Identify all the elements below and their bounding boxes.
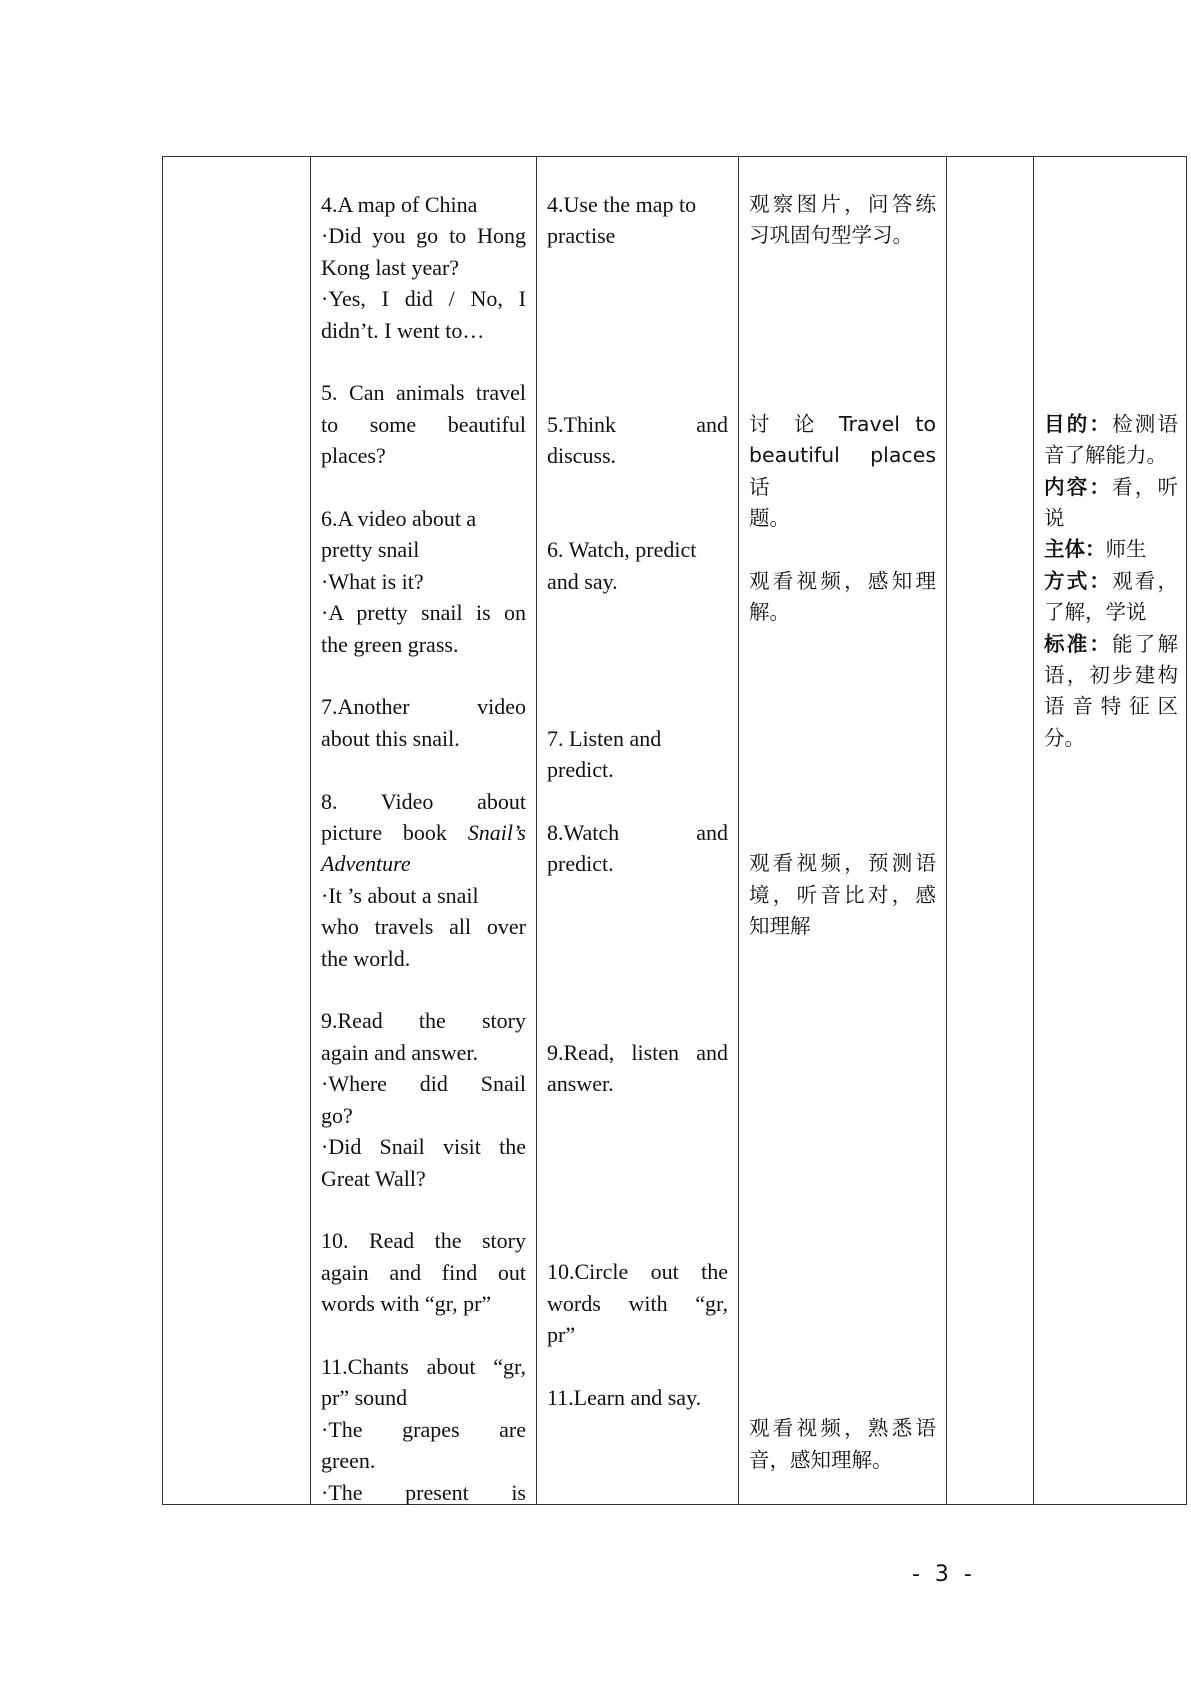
item-4-answer-cont: didn’t. I went to… xyxy=(321,317,485,343)
column-divider xyxy=(738,157,739,1504)
design-intent-column xyxy=(749,189,936,1476)
activity-8-line: 8.Watch and xyxy=(547,819,728,845)
activity-8-line: predict. xyxy=(547,851,614,877)
item-9-line: ·Where did Snail xyxy=(321,1071,526,1097)
activity-10-line: pr” xyxy=(547,1322,576,1348)
intent-8-line: 境，听音比对，感 xyxy=(749,882,936,907)
item-8-line: the world. xyxy=(321,945,411,971)
book-title-cont: Adventure xyxy=(321,851,411,877)
activity-7-line: predict. xyxy=(547,757,614,783)
item-4-answer: ·Yes, I did / No, I xyxy=(321,286,526,312)
intent-6-line: 观看视频，感知理 xyxy=(749,568,936,593)
item-6-line: ·What is it? xyxy=(321,568,424,594)
activity-9-line: answer. xyxy=(547,1071,614,1097)
column-divider xyxy=(536,157,537,1504)
page-number: - 3 - xyxy=(912,1562,976,1587)
item-4-question-cont: Kong last year? xyxy=(321,254,460,280)
assessment-text: 观看， xyxy=(1112,568,1179,593)
item-6-line: pretty snail xyxy=(321,537,420,563)
assessment-purpose xyxy=(1044,409,1178,440)
column-divider xyxy=(1033,157,1034,1504)
item-7-line: 7.Another video xyxy=(321,694,526,720)
intent-4-line: 观察图片，问答练 xyxy=(749,192,936,216)
item-9-line: go? xyxy=(321,1102,353,1128)
assessment-label: 标准： xyxy=(1044,631,1113,656)
book-title: Snail’s xyxy=(467,820,526,846)
assessment-text: 检测语 xyxy=(1112,411,1179,436)
intent-5-line: 讨 论 Travel to xyxy=(749,411,936,436)
item-10-line: again and find out xyxy=(321,1259,526,1285)
item-9-line: Great Wall? xyxy=(321,1165,426,1191)
assessment-purpose-cont: 音了解能力。 xyxy=(1044,443,1167,468)
item-9-line: again and answer. xyxy=(321,1039,478,1065)
item-11-line: ·The grapes are xyxy=(321,1416,526,1442)
item-9-line: ·Did Snail visit the xyxy=(321,1134,526,1160)
item-9-line: 9.Read the story xyxy=(321,1008,526,1034)
item-8-line: who travels all over xyxy=(321,914,526,940)
activity-4-line: 4.Use the map to xyxy=(547,192,697,217)
intent-4-line: 习巩固句型学习。 xyxy=(749,223,913,248)
item-4-question: ·Did you go to Hong xyxy=(321,223,526,249)
activity-5-line: discuss. xyxy=(547,443,617,469)
intent-5-line: 题。 xyxy=(749,505,790,530)
teaching-content-column xyxy=(321,189,526,1508)
activity-10-line: 10.Circle out the xyxy=(547,1259,728,1285)
intent-5-line: beautiful places 话 xyxy=(749,443,936,499)
item-8-line xyxy=(321,848,526,879)
assessment-subject xyxy=(1044,534,1178,565)
activity-10-line: words with “gr, xyxy=(547,1290,728,1316)
intent-11-line: 观看视频，熟悉语 xyxy=(749,1416,936,1441)
item-6-line: 6.A video about a xyxy=(321,506,477,532)
activity-9-line: 9.Read, listen and xyxy=(547,1039,728,1065)
column-divider xyxy=(310,157,311,1504)
assessment-method-cont: 了解，学说 xyxy=(1044,600,1147,625)
item-6-line: the green grass. xyxy=(321,631,459,657)
item-11-line: green. xyxy=(321,1448,376,1474)
assessment-label: 主体： xyxy=(1044,537,1106,562)
item-8-text: picture book xyxy=(321,820,447,846)
assessment-text: 能了解 xyxy=(1112,631,1179,656)
item-10-line: words with “gr, pr” xyxy=(321,1291,492,1317)
activity-11-line: 11.Learn and say. xyxy=(547,1385,702,1411)
student-activity-column xyxy=(547,189,728,1413)
item-8-line: 8. Video about xyxy=(321,788,526,814)
assessment-standard-cont: 语，初步建构 xyxy=(1044,663,1178,688)
assessment-content-cont: 说 xyxy=(1044,506,1065,531)
assessment-standard-cont: 分。 xyxy=(1044,725,1085,750)
intent-8-line: 观看视频，预测语 xyxy=(749,851,936,876)
intent-8-line: 知理解 xyxy=(749,914,811,939)
item-7-line: about this snail. xyxy=(321,725,460,751)
item-10-line: 10. Read the story xyxy=(321,1228,526,1254)
item-6-line: ·A pretty snail is on xyxy=(321,600,526,626)
activity-4-line: practise xyxy=(547,223,616,249)
item-5-line: places? xyxy=(321,443,386,469)
item-11-line: ·The present is xyxy=(321,1479,526,1505)
column-divider xyxy=(946,157,947,1504)
intent-11-line: 音，感知理解。 xyxy=(749,1447,893,1472)
item-11-line: pr” sound xyxy=(321,1385,408,1411)
lesson-plan-table xyxy=(162,156,1187,1505)
assessment-method xyxy=(1044,566,1178,597)
item-11-line: 11.Chants about “gr, xyxy=(321,1353,526,1379)
activity-5-line: 5.Think and xyxy=(547,411,728,437)
assessment-standard xyxy=(1044,629,1178,660)
assessment-label: 内容： xyxy=(1044,474,1113,499)
activity-6-line: and say. xyxy=(547,568,618,594)
assessment-label: 方式： xyxy=(1044,568,1113,593)
assessment-text: 看，听 xyxy=(1112,474,1179,499)
item-4-title: 4.A map of China xyxy=(321,192,478,217)
assessment-label: 目的： xyxy=(1044,411,1113,436)
assessment-content xyxy=(1044,472,1178,503)
item-8-line: ·It ’s about a snail xyxy=(321,882,479,908)
activity-6-line: 6. Watch, predict xyxy=(547,537,697,563)
item-5-line: to some beautiful xyxy=(321,411,526,437)
item-8-line xyxy=(321,817,526,848)
assessment-column xyxy=(1044,409,1178,754)
assessment-text: 师生 xyxy=(1105,537,1147,562)
assessment-standard-cont: 语 音 特 征 区 xyxy=(1044,694,1178,719)
activity-7-line: 7. Listen and xyxy=(547,725,662,751)
item-5-line: 5. Can animals travel xyxy=(321,380,526,406)
intent-6-line: 解。 xyxy=(749,600,790,625)
